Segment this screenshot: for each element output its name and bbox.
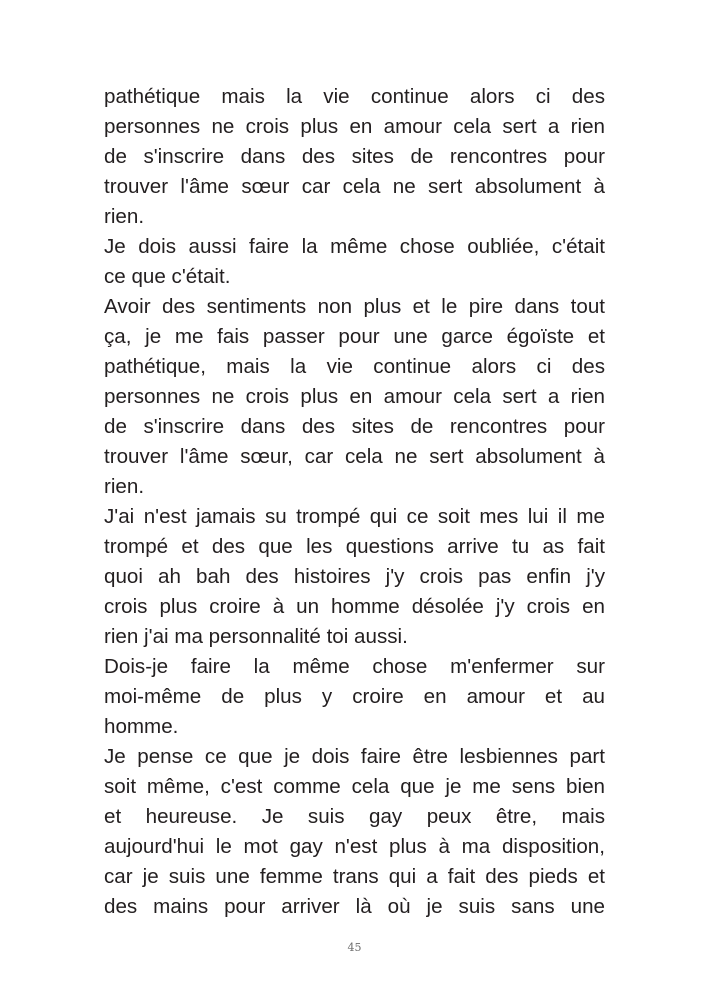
text-line: crois plus croire à un homme désolée j'y crois en	[104, 595, 605, 618]
text-line: Avoir des sentiments non plus et le pire dans tout	[104, 295, 605, 318]
text-line: trouver l'âme sœur car cela ne sert absolument à	[104, 175, 605, 198]
text-line: ça, je me fais passer pour une garce égoïste et	[104, 325, 605, 348]
text-line: moi-même de plus y croire en amour et au	[104, 685, 605, 708]
text-line: J'ai n'est jamais su trompé qui ce soit mes lui il me	[104, 505, 605, 528]
text-line: rien.	[104, 475, 145, 498]
text-line: homme.	[104, 715, 179, 738]
text-line: et heureuse. Je suis gay peux être, mais	[104, 805, 605, 828]
body-text	[104, 82, 605, 922]
text-line: personnes ne crois plus en amour cela sert a rien	[104, 115, 605, 138]
text-line: trouver l'âme sœur, car cela ne sert absolument à	[104, 445, 605, 468]
text-line: pathétique, mais la vie continue alors ci des	[104, 355, 605, 378]
text-line: aujourd'hui le mot gay n'est plus à ma disposition,	[104, 835, 605, 858]
page-number: 45	[347, 941, 362, 954]
text-line: quoi ah bah des histoires j'y crois pas enfin j'y	[104, 565, 605, 588]
text-line: de s'inscrire dans des sites de rencontres pour	[104, 145, 605, 168]
text-line: Je pense ce que je dois faire être lesbiennes part	[104, 745, 605, 768]
text-line: car je suis une femme trans qui a fait des pieds et	[104, 865, 605, 888]
text-line: pathétique mais la vie continue alors ci des	[104, 85, 605, 108]
text-line: des mains pour arriver là où je suis sans une	[104, 895, 605, 918]
text-line: de s'inscrire dans des sites de rencontres pour	[104, 415, 605, 438]
text-line: rien.	[104, 205, 145, 228]
text-line: Je dois aussi faire la même chose oubliée, c'était	[104, 235, 605, 258]
text-line: soit même, c'est comme cela que je me sens bien	[104, 775, 605, 798]
text-line: ce que c'était.	[104, 265, 231, 288]
text-line: trompé et des que les questions arrive tu as fait	[104, 535, 605, 558]
text-line: Dois-je faire la même chose m'enfermer sur	[104, 655, 605, 678]
text-line: rien j'ai ma personnalité toi aussi.	[104, 625, 408, 648]
text-line: personnes ne crois plus en amour cela sert a rien	[104, 385, 605, 408]
